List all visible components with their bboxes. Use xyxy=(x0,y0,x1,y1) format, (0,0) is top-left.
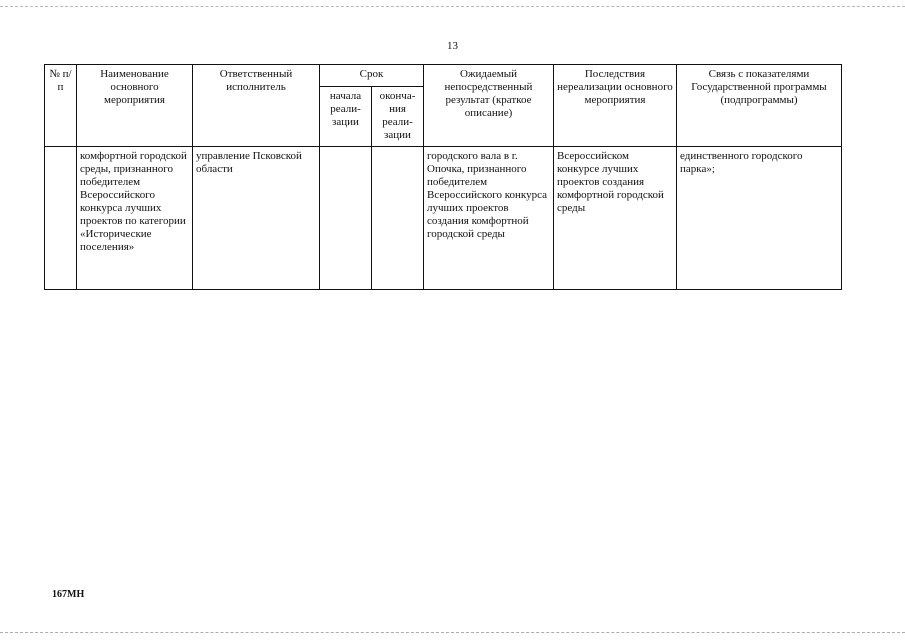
header-row xyxy=(45,65,842,87)
page-number: 13 xyxy=(447,40,458,52)
cell-responsible: управление Псковской области xyxy=(193,147,320,290)
cell-result: городского вала в г. Опочка, признанного победителем Всероссийского конкурса лучших проектов создания комфортной городской среды xyxy=(424,147,554,290)
cell-name: комфортной городской среды, признанного победителем Всероссийского конкурса лучших проектов по категории «Исторические поселения» xyxy=(77,147,193,290)
header-term-start: начала реали-зации xyxy=(320,87,372,147)
header-num: № п/п xyxy=(45,65,77,147)
header-name: Наименование основного мероприятия xyxy=(77,65,193,147)
document-code: 167МН xyxy=(52,589,85,600)
measures-table xyxy=(44,64,842,290)
cell-term-start xyxy=(320,147,372,290)
header-term: Срок xyxy=(320,65,424,87)
header-consequences: Последствия нереализации основного мероприятия xyxy=(554,65,677,147)
cell-consequences: Всероссийском конкурсе лучших проектов создания комфортной городской среды xyxy=(554,147,677,290)
table-row xyxy=(45,147,842,290)
scan-edge-top xyxy=(0,0,905,7)
cell-num xyxy=(45,147,77,290)
cell-link: единственного городского парка»; xyxy=(677,147,842,290)
header-result: Ожидаемый непосредственный результат (краткое описание) xyxy=(424,65,554,147)
header-responsible: Ответственный исполнитель xyxy=(193,65,320,147)
cell-term-end xyxy=(372,147,424,290)
header-term-end: оконча-ния реали-зации xyxy=(372,87,424,147)
header-link: Связь с показателями Государственной программы (подпрограммы) xyxy=(677,65,842,147)
